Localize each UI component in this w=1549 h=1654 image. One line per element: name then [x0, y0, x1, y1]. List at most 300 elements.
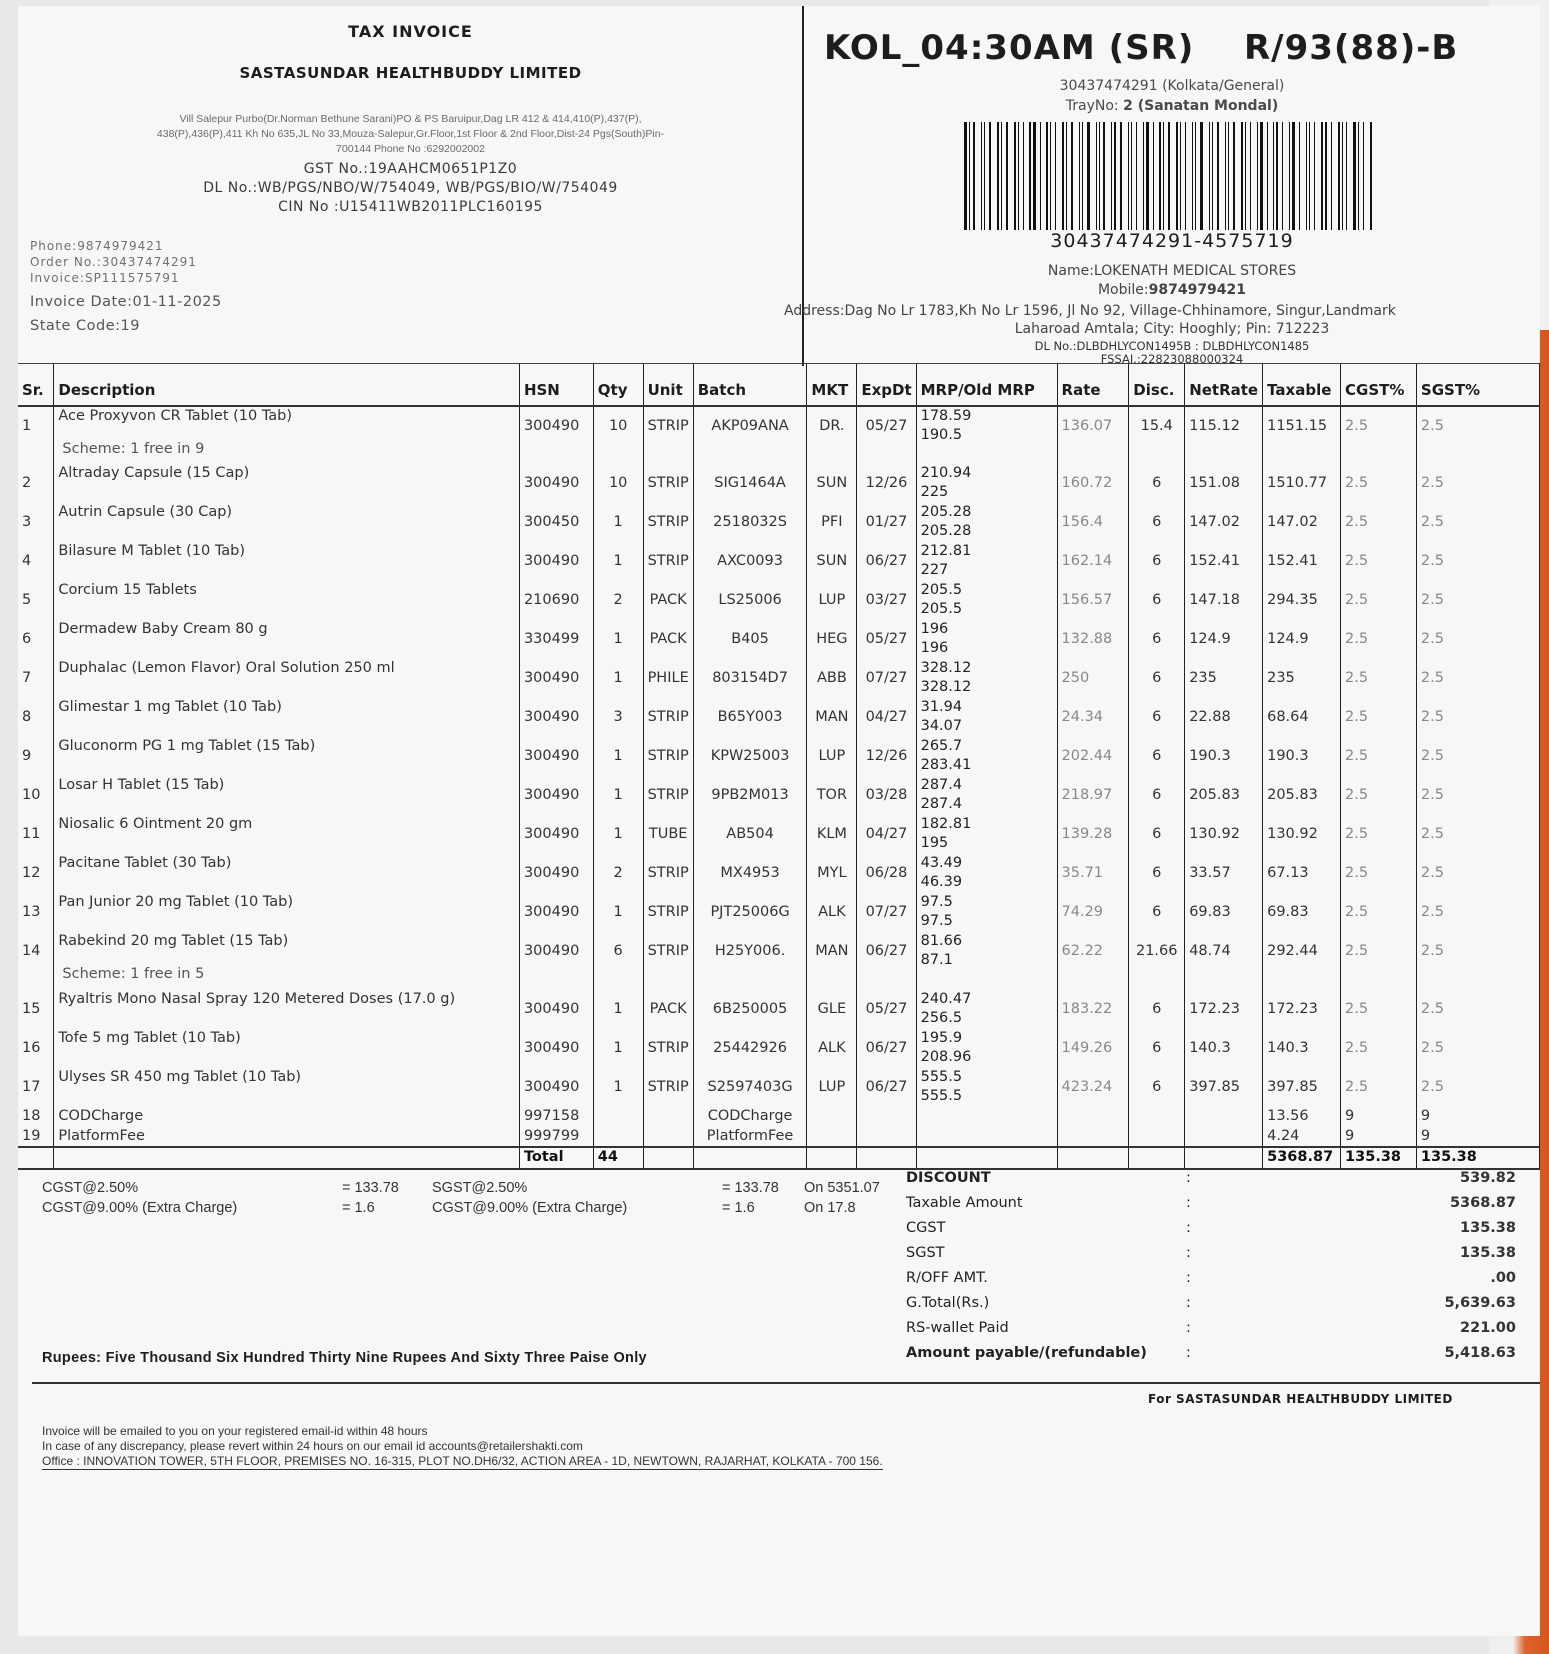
value-sgst: 2.5	[1420, 591, 1444, 608]
cell-net	[1185, 698, 1263, 737]
cell-qty	[593, 581, 643, 620]
invoice-number: Invoice:SP111575791	[30, 271, 180, 285]
value-sr: 14	[22, 942, 41, 959]
old-mrp: 283.41	[920, 756, 972, 773]
value-exp: 03/28	[865, 786, 908, 803]
barcode-bar	[1176, 122, 1179, 230]
cell-cgst	[1341, 698, 1417, 737]
cell-net	[1185, 406, 1263, 464]
cell-cgst	[1341, 990, 1417, 1029]
cell-net	[1185, 1127, 1263, 1147]
cell-batch	[693, 1029, 807, 1068]
table-row	[18, 990, 1540, 1029]
value-hsn: 300450	[523, 513, 580, 530]
cell-net	[1185, 503, 1263, 542]
order-zone: 30437474291 (Kolkata/General)	[1059, 78, 1285, 94]
customer-mobile	[804, 281, 1540, 300]
barcode-bar	[1163, 122, 1164, 230]
value-taxable: 67.13	[1267, 864, 1309, 881]
column-header: MRP/Old MRP	[916, 364, 1057, 406]
cell-unit	[643, 620, 693, 659]
cell-disc	[1129, 542, 1185, 581]
value-sr: 11	[22, 825, 41, 842]
cell-mkt	[807, 1068, 857, 1107]
cell-desc: CODCharge	[54, 1107, 520, 1127]
barcode-bar	[1143, 122, 1144, 230]
cell-batch	[693, 542, 807, 581]
cell-rate	[1057, 854, 1129, 893]
cell-cgst	[1341, 893, 1417, 932]
cell-mkt	[807, 1029, 857, 1068]
cell-mkt	[807, 1107, 857, 1127]
total-line	[906, 1166, 1516, 1191]
barcode-bar	[973, 122, 975, 230]
cell-sgst	[1416, 542, 1539, 581]
value-exp: 05/27	[865, 1000, 908, 1017]
value-taxable: 294.35	[1267, 591, 1318, 608]
total-label: RS-wallet Paid	[906, 1320, 1009, 1336]
cell-mkt	[807, 659, 857, 698]
barcode-bar	[1153, 122, 1154, 230]
cell-mrp	[916, 815, 1057, 854]
total-value: 5,418.63	[1444, 1345, 1516, 1361]
value-mkt: DR.	[819, 417, 845, 434]
cell-batch: CODCharge	[693, 1107, 807, 1127]
total-line	[906, 1241, 1516, 1266]
cell-mrp	[916, 659, 1057, 698]
barcode-bar	[1338, 122, 1340, 230]
cell-sr	[18, 854, 54, 893]
value-rate: 62.22	[1061, 942, 1104, 959]
cell-batch	[693, 464, 807, 503]
cell-hsn	[519, 1029, 593, 1068]
value-rate: 35.71	[1061, 864, 1104, 881]
mrp: 287.4	[920, 776, 963, 793]
address-line: 438(P),436(P),411 Kh No 635,JL No 33,Mouza-Salepur,Gr.Floor,1st Floor & 2nd Floor,Dist-24 Pgs(South)Pin-	[156, 128, 665, 140]
value-unit: STRIP	[647, 513, 689, 530]
old-mrp: 227	[920, 561, 949, 578]
value-exp: 06/28	[865, 864, 908, 881]
cell-exp	[857, 1068, 916, 1107]
value-disc: 6	[1152, 591, 1162, 608]
cgst-2-value: = 1.6	[342, 1200, 375, 1216]
cell-mkt	[807, 990, 857, 1029]
barcode-bar	[1062, 122, 1065, 230]
cell-batch	[693, 406, 807, 464]
separator: :	[1186, 1345, 1191, 1361]
mrp: 97.5	[920, 893, 953, 910]
value-net: 190.3	[1189, 747, 1231, 764]
value-taxable: 205.83	[1267, 786, 1318, 803]
cell-hsn	[519, 815, 593, 854]
cell-sr	[18, 893, 54, 932]
old-mrp: 225	[920, 483, 949, 500]
cell-mkt	[807, 698, 857, 737]
cell-disc	[1129, 659, 1185, 698]
cell-taxable	[1263, 503, 1341, 542]
value-rate: 250	[1061, 669, 1090, 686]
items-table	[18, 363, 1540, 1170]
value-cgst: 2.5	[1345, 825, 1369, 842]
value-sgst: 2.5	[1420, 903, 1444, 920]
cell-exp	[857, 815, 916, 854]
old-mrp: 256.5	[920, 1009, 963, 1026]
value-qty: 3	[613, 708, 623, 725]
value-unit: PACK	[649, 630, 687, 647]
customer-name: Name:LOKENATH MEDICAL STORES	[1047, 263, 1297, 279]
cell-desc	[54, 893, 520, 932]
value-mkt: LUP	[818, 591, 846, 608]
value-hsn: 300490	[523, 786, 580, 803]
value-cgst: 2.5	[1345, 903, 1369, 920]
cell-cgst	[1341, 581, 1417, 620]
value-rate: 183.22	[1061, 1000, 1113, 1017]
footer-line: In case of any discrepancy, please revert within 24 hours on our email id accounts@retailershakti.com	[42, 1439, 583, 1453]
old-mrp: 46.39	[920, 873, 963, 890]
barcode-bar	[1014, 122, 1016, 230]
column-header: HSN	[519, 364, 593, 406]
cell-hsn	[519, 737, 593, 776]
cell-sgst	[1416, 503, 1539, 542]
cell-unit	[643, 776, 693, 815]
value-sgst: 2.5	[1420, 417, 1444, 434]
value-rate: 24.34	[1061, 708, 1104, 725]
cell-net	[1185, 893, 1263, 932]
cell-mrp	[916, 737, 1057, 776]
cell-desc	[54, 932, 520, 990]
cell-sgst	[1416, 815, 1539, 854]
value-mkt: ABB	[816, 669, 847, 686]
column-header: MKT	[807, 364, 857, 406]
invoice-date: Invoice Date:01-11-2025	[30, 294, 222, 310]
cell-rate	[1057, 698, 1129, 737]
cell-batch	[693, 815, 807, 854]
cell-qty	[593, 990, 643, 1029]
cell-rate	[1057, 893, 1129, 932]
value-mkt: MAN	[815, 708, 849, 725]
barcode-bar	[1029, 122, 1031, 230]
value-exp: 12/26	[865, 747, 908, 764]
barcode-bar	[1046, 122, 1048, 230]
cell-qty	[593, 854, 643, 893]
table-row	[18, 1029, 1540, 1068]
value-batch: LS25006	[718, 591, 782, 608]
table-row	[18, 815, 1540, 854]
value-hsn: 210690	[523, 591, 580, 608]
value-batch: MX4953	[720, 864, 780, 881]
value-net: 205.83	[1189, 786, 1240, 803]
separator: :	[1186, 1320, 1191, 1336]
cell-rate	[1057, 737, 1129, 776]
cell-exp	[857, 464, 916, 503]
cell-sr	[18, 1068, 54, 1107]
cell-hsn: 997158	[519, 1107, 593, 1127]
cell-mrp	[916, 1029, 1057, 1068]
value-exp: 05/27	[865, 630, 908, 647]
item-description: Gluconorm PG 1 mg Tablet (15 Tab)	[58, 737, 316, 754]
barcode-bar	[1212, 122, 1214, 230]
barcode-bar	[1306, 122, 1308, 230]
value-exp: 06/27	[865, 1039, 908, 1056]
cell-taxable	[1263, 659, 1341, 698]
cell-sgst: 9	[1416, 1127, 1539, 1147]
value-hsn: 300490	[523, 708, 580, 725]
value-sr: 3	[22, 513, 32, 530]
value-batch: PJT25006G	[710, 903, 790, 920]
value-taxable: 152.41	[1267, 552, 1318, 569]
cell-mkt	[807, 406, 857, 464]
cell-net	[1185, 620, 1263, 659]
value-sgst: 2.5	[1420, 474, 1444, 491]
cell-sgst	[1416, 1068, 1539, 1107]
cell-net	[1185, 990, 1263, 1029]
barcode-bar	[1136, 122, 1137, 230]
tray-info	[804, 98, 1540, 114]
value-cgst: 2.5	[1345, 747, 1369, 764]
column-header: Unit	[643, 364, 693, 406]
table-row	[18, 581, 1540, 620]
barcode-bar	[1146, 122, 1149, 230]
cell-disc	[1129, 464, 1185, 503]
value-cgst: 2.5	[1345, 708, 1369, 725]
charge-row	[18, 1127, 1540, 1147]
cell-exp	[857, 1107, 916, 1127]
value-sr: 15	[22, 1000, 41, 1017]
value-batch: B65Y003	[717, 708, 783, 725]
cell-sr	[18, 990, 54, 1029]
value-hsn: 300490	[523, 903, 580, 920]
barcode-bar	[1055, 122, 1056, 230]
value-cgst: 2.5	[1345, 1039, 1369, 1056]
barcode-bar	[1128, 122, 1129, 230]
cell-rate	[1057, 1127, 1129, 1147]
barcode-bar	[1079, 122, 1081, 230]
cgst-1-label: CGST@2.50%	[42, 1180, 139, 1196]
cell-taxable	[1263, 990, 1341, 1029]
value-qty: 10	[608, 474, 628, 491]
taxable-base-2: On 17.8	[804, 1200, 856, 1216]
cell-desc	[54, 581, 520, 620]
value-mkt: LUP	[818, 1078, 846, 1095]
value-net: 130.92	[1189, 825, 1240, 842]
cell-qty	[593, 815, 643, 854]
barcode-bar	[1185, 122, 1186, 230]
value-disc: 6	[1152, 552, 1162, 569]
cell-unit	[643, 542, 693, 581]
cell-sgst	[1416, 990, 1539, 1029]
cell-desc	[54, 990, 520, 1029]
table-row	[18, 542, 1540, 581]
value-exp: 01/27	[865, 513, 908, 530]
value-mkt: KLM	[816, 825, 847, 842]
table-row	[18, 464, 1540, 503]
value-qty: 1	[613, 1039, 623, 1056]
cell-disc	[1129, 1029, 1185, 1068]
old-mrp: 328.12	[920, 678, 972, 695]
cell-rate	[1057, 1107, 1129, 1127]
value-hsn: 300490	[523, 417, 580, 434]
value-batch: AKP09ANA	[711, 417, 789, 434]
value-sgst: 2.5	[1420, 513, 1444, 530]
barcode-bar	[1200, 122, 1203, 230]
value-sr: 5	[22, 591, 32, 608]
value-hsn: 300490	[523, 669, 580, 686]
value-hsn: 300490	[523, 942, 580, 959]
cgst-1-value: = 133.78	[342, 1180, 399, 1196]
cell-net	[1185, 1107, 1263, 1127]
cell-unit	[643, 893, 693, 932]
value-sr: 4	[22, 552, 32, 569]
barcode-bar	[1195, 122, 1196, 230]
barcode-bar	[1282, 122, 1284, 230]
table-row	[18, 854, 1540, 893]
barcode-bar	[1309, 122, 1310, 230]
value-rate: 139.28	[1061, 825, 1113, 842]
column-header: Description	[54, 364, 520, 406]
value-disc: 6	[1152, 513, 1162, 530]
value-hsn: 300490	[523, 825, 580, 842]
cell-disc	[1129, 581, 1185, 620]
cell-mkt	[807, 815, 857, 854]
cell-batch	[693, 659, 807, 698]
value-unit: STRIP	[647, 708, 689, 725]
value-net: 48.74	[1189, 942, 1231, 959]
barcode-bar	[1346, 122, 1347, 230]
value-batch: H25Y006.	[714, 942, 786, 959]
item-description: Glimestar 1 mg Tablet (10 Tab)	[58, 698, 282, 715]
total-hsn: Total	[519, 1147, 593, 1169]
cell-mrp	[916, 464, 1057, 503]
address-line: 700144 Phone No :6292002002	[336, 143, 485, 155]
cell-exp	[857, 698, 916, 737]
cell-hsn	[519, 464, 593, 503]
cell-net	[1185, 464, 1263, 503]
cell-unit	[643, 503, 693, 542]
value-unit: STRIP	[647, 903, 689, 920]
cell-exp	[857, 776, 916, 815]
total-label: Taxable Amount	[906, 1195, 1023, 1211]
cell-desc	[54, 406, 520, 464]
cell-disc	[1129, 698, 1185, 737]
cell-unit	[643, 932, 693, 990]
value-cgst: 2.5	[1345, 417, 1369, 434]
cell-mrp	[916, 542, 1057, 581]
cell-desc	[54, 815, 520, 854]
value-hsn: 300490	[523, 552, 580, 569]
value-sgst: 2.5	[1420, 864, 1444, 881]
rack-code: R/93(88)-B	[1244, 28, 1459, 68]
value-sr: 7	[22, 669, 32, 686]
cell-hsn	[519, 1068, 593, 1107]
value-cgst: 2.5	[1345, 630, 1369, 647]
value-mkt: ALK	[818, 903, 846, 920]
table-row	[18, 698, 1540, 737]
value-qty: 1	[613, 747, 623, 764]
cell-cgst	[1341, 1068, 1417, 1107]
cell-sr	[18, 932, 54, 990]
mrp: 205.5	[920, 581, 963, 598]
item-description: Ace Proxyvon CR Tablet (10 Tab)	[58, 407, 293, 424]
cell-mkt	[807, 737, 857, 776]
value-sr: 10	[22, 786, 41, 803]
cell-mkt	[807, 581, 857, 620]
footer-divider	[32, 1382, 1540, 1384]
total-unit	[643, 1147, 693, 1169]
total-cgst: 135.38	[1341, 1147, 1417, 1169]
cell-qty	[593, 406, 643, 464]
value-disc: 6	[1152, 864, 1162, 881]
total-sgst: 135.38	[1416, 1147, 1539, 1169]
barcode-bar	[1018, 122, 1019, 230]
cell-cgst	[1341, 932, 1417, 990]
total-value: 5,639.63	[1444, 1295, 1516, 1311]
value-batch: S2597403G	[707, 1078, 793, 1095]
old-mrp: 205.5	[920, 600, 963, 617]
cell-mkt	[807, 854, 857, 893]
barcode-bar	[1260, 122, 1263, 230]
value-cgst: 2.5	[1345, 864, 1369, 881]
table-row	[18, 737, 1540, 776]
item-description: Ryaltris Mono Nasal Spray 120 Metered Doses (17.0 g)	[58, 990, 456, 1007]
footer-line: Invoice will be emailed to you on your registered email-id within 48 hours	[42, 1424, 428, 1438]
cell-sgst: 9	[1416, 1107, 1539, 1127]
cell-unit	[643, 990, 693, 1029]
value-net: 22.88	[1189, 708, 1231, 725]
cell-sgst	[1416, 776, 1539, 815]
cell-taxable	[1263, 620, 1341, 659]
cell-disc	[1129, 620, 1185, 659]
cell-sr	[18, 659, 54, 698]
value-unit: STRIP	[647, 786, 689, 803]
separator: :	[1186, 1195, 1191, 1211]
value-qty: 1	[613, 552, 623, 569]
cell-unit	[643, 815, 693, 854]
cell-sr	[18, 406, 54, 464]
cell-batch	[693, 581, 807, 620]
value-unit: STRIP	[647, 747, 689, 764]
gst-number: GST No.:19AAHCM0651P1Z0	[303, 161, 518, 177]
value-batch: 803154D7	[712, 669, 788, 686]
barcode-bar	[964, 122, 967, 230]
cell-mrp	[916, 698, 1057, 737]
cell-taxable	[1263, 406, 1341, 464]
value-disc: 21.66	[1135, 942, 1178, 959]
value-sgst: 2.5	[1420, 825, 1444, 842]
cell-exp	[857, 1029, 916, 1068]
total-desc	[54, 1147, 520, 1169]
value-sgst: 2.5	[1420, 552, 1444, 569]
value-taxable: 124.9	[1267, 630, 1309, 647]
barcode-bar	[1114, 122, 1117, 230]
cell-mrp	[916, 893, 1057, 932]
value-mkt: LUP	[818, 747, 846, 764]
item-description: Altraday Capsule (15 Cap)	[58, 464, 250, 481]
cell-taxable	[1263, 893, 1341, 932]
cell-batch	[693, 737, 807, 776]
cell-taxable	[1263, 1029, 1341, 1068]
value-mkt: TOR	[816, 786, 848, 803]
value-disc: 6	[1152, 708, 1162, 725]
cell-unit	[643, 1029, 693, 1068]
separator: :	[1186, 1220, 1191, 1236]
cell-batch	[693, 1068, 807, 1107]
column-header: ExpDt	[857, 364, 916, 406]
old-mrp: 555.5	[920, 1087, 963, 1104]
cell-sr	[18, 815, 54, 854]
mobile-value: 9874979421	[1148, 282, 1247, 298]
cell-mrp	[916, 406, 1057, 464]
company-name: SASTASUNDAR HEALTHBUDDY LIMITED	[239, 64, 582, 82]
